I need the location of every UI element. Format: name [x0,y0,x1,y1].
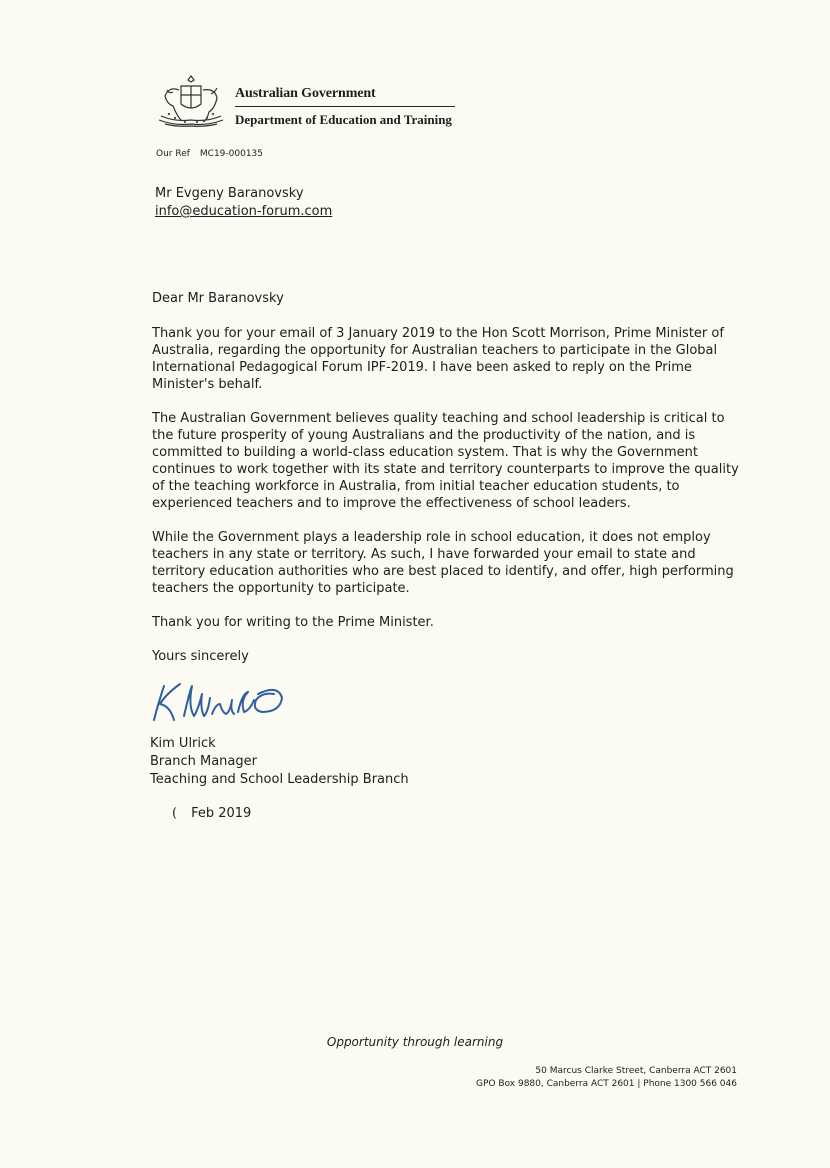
signer-title: Branch Manager [150,754,257,769]
paragraph-3: While the Government plays a leadership role in school education, it does not employ teachers in any state or territory. As such, I have forwarded your email to state and territory education authorities who are best placed to identify, and offer, high performing teachers the opportunity to participate. [152,530,734,596]
reference-value: MC19-000135 [199,149,264,159]
letterhead [235,86,455,128]
date-month-year: Feb 2019 [191,806,252,821]
footer-address [476,1065,737,1091]
recipient-email-link[interactable]: info@education-forum.com [155,204,333,219]
letter-body [152,290,747,682]
paragraph-2: The Australian Government believes quality teaching and school leadership is critical to the future prosperity of young Australians and the productivity of the nation, and is committed to building a world-class education system. That is why the Government continues to work together with its state and territory counterparts to improve the quality of the teaching workforce in Australia, from initial teacher education students, to experienced teachers and to improve the effectiveness of school leaders. [152,411,739,511]
paragraph-1: Thank you for your email of 3 January 2019 to the Hon Scott Morrison, Prime Minister of Australia, regarding the opportunity for Australian teachers to participate in the Global International Pedagogical Forum IPF-2019. I have been asked to reply on the Prime Minister's behalf. [152,326,724,392]
letterhead-divider [235,106,455,107]
recipient-name: Mr Evgeny Baranovsky [155,186,304,201]
paragraph-4: Thank you for writing to the Prime Minister. [152,615,434,630]
salutation: Dear Mr Baranovsky [152,291,284,306]
address-line-1: 50 Marcus Clarke Street, Canberra ACT 2601 [535,1066,737,1076]
recipient-block [155,185,332,221]
coat-of-arms-icon [155,72,227,128]
signer-branch: Teaching and School Leadership Branch [150,772,409,787]
handwritten-signature [150,676,300,726]
department-name: Department of Education and Training [235,112,452,127]
date-day-mark: ( [172,806,178,821]
reference-line [156,149,273,159]
signer-block [150,735,409,789]
address-line-2: GPO Box 9880, Canberra ACT 2601 | Phone 1300 566 046 [476,1079,737,1089]
closing: Yours sincerely [152,649,249,664]
footer-tagline: Opportunity through learning [326,1035,504,1049]
letter-date [172,806,251,821]
reference-label: Our Ref [156,149,190,159]
signer-name: Kim Ulrick [150,736,216,751]
government-name: Australian Government [235,86,376,101]
